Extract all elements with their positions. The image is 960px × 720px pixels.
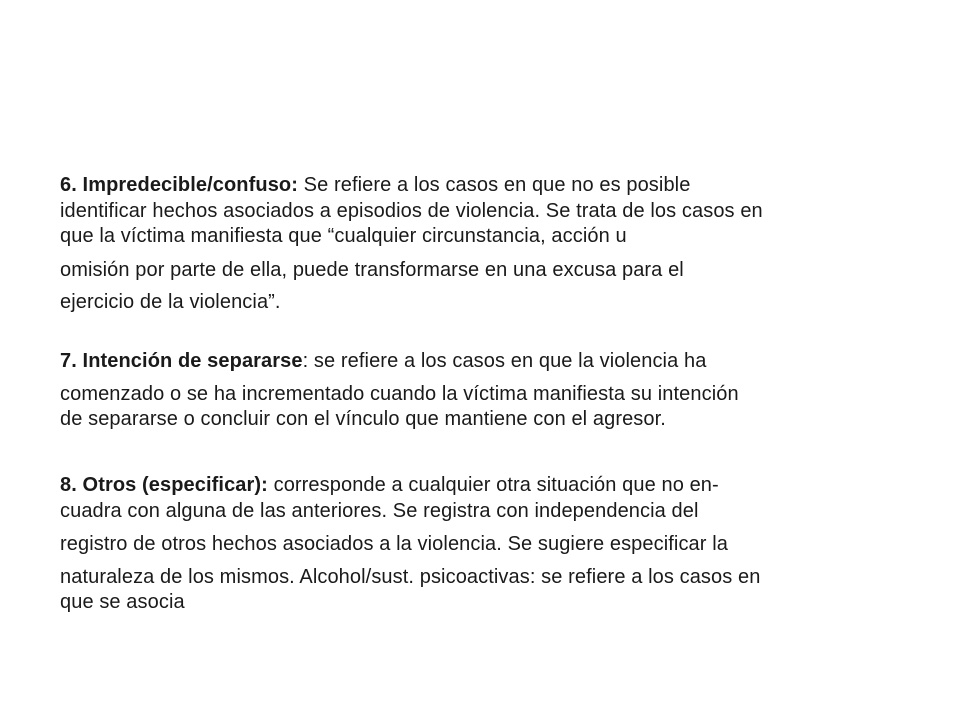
item-8-text-1: corresponde a cualquier otra situación que no en-: [267, 474, 719, 496]
item-8-line-1: [60, 474, 719, 496]
item-7-text-1: : se refiere a los casos en que la violencia ha: [302, 350, 707, 372]
item-7-line-1: [60, 350, 706, 372]
item-8-line-2: cuadra con alguna de las anteriores. Se registra con independencia del: [60, 500, 699, 522]
item-7-line-3: de separarse o concluir con el vínculo que mantiene con el agresor.: [60, 408, 666, 430]
item-6-line-2: identificar hechos asociados a episodios de violencia. Se trata de los casos en: [60, 200, 763, 222]
item-6-line-3: que la víctima manifiesta que “cualquier circunstancia, acción u: [60, 225, 627, 247]
item-6-term: 6. Impredecible/confuso:: [60, 174, 299, 196]
item-8-term: 8. Otros (especificar):: [60, 474, 268, 496]
item-8-line-4: naturaleza de los mismos. Alcohol/sust. psicoactivas: se refiere a los casos en: [60, 566, 761, 588]
item-6-line-5: ejercicio de la violencia”.: [60, 291, 281, 313]
item-7-line-2: comenzado o se ha incrementado cuando la víctima manifiesta su intención: [60, 383, 739, 405]
item-6-line-1: [60, 174, 690, 196]
item-6-text-1: Se refiere a los casos en que no es posible: [298, 174, 691, 196]
item-7-term: 7. Intención de separarse: [60, 350, 303, 372]
item-8-line-3: registro de otros hechos asociados a la violencia. Se sugiere especificar la: [60, 533, 728, 555]
item-8-line-5: que se asocia: [60, 591, 185, 613]
item-6-line-4: omisión por parte de ella, puede transformarse en una excusa para el: [60, 259, 684, 281]
